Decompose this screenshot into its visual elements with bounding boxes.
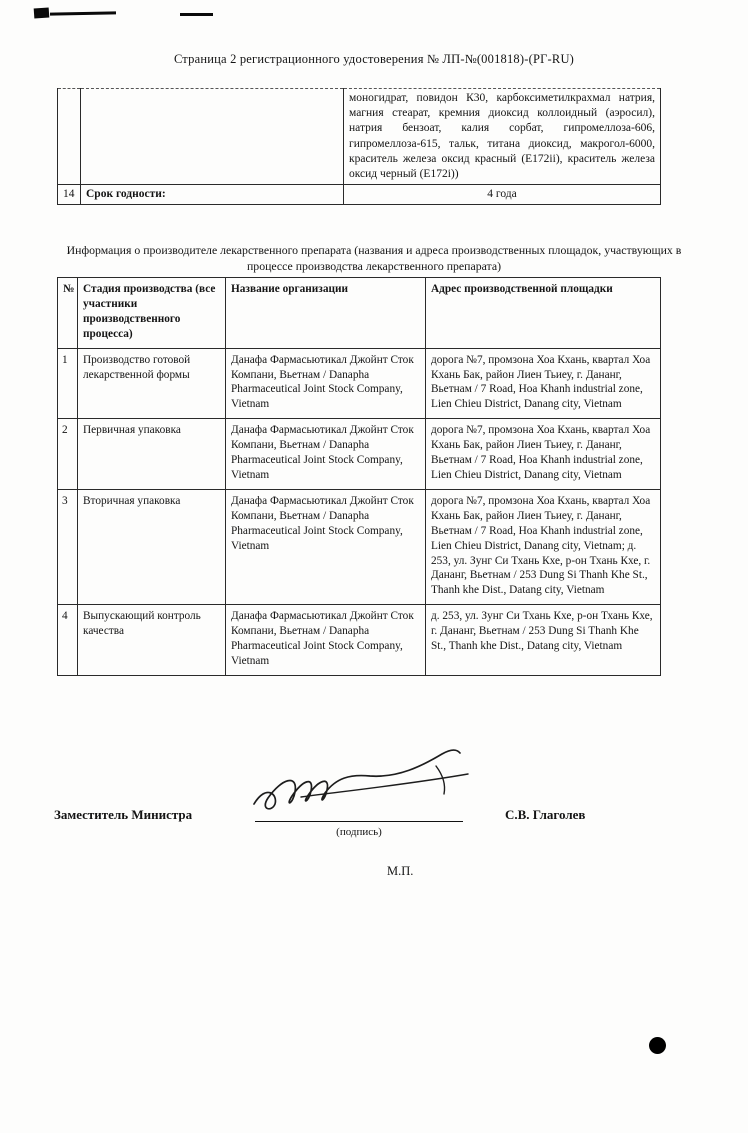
punch-hole-mark [649, 1037, 666, 1054]
page-header: Страница 2 регистрационного удостоверения № ЛП-№(001818)-(РГ-RU) [173, 52, 575, 66]
producers-table [57, 277, 661, 676]
scan-artifact [34, 7, 50, 18]
row-number-cell: 3 [58, 489, 78, 604]
table-row [58, 605, 661, 676]
table-row [58, 89, 661, 185]
stage-cell: Производство готовой лекарственной формы [78, 348, 226, 419]
address-cell: дорога №7, промзона Хоа Кхань, квартал Хоа Кхань Бак, район Лиен Тьиеу, г. Дананг, Вьетнам / 7 Road, Hoa Khanh industrial zone, Lien Chieu District, Danang city, Vietnam; д. 253, ул. Зунг Си Тхань Кхе, р-он Тхань Кхе, г. Дананг, Вьетнам / 253 Dung Si Thanh Khe St., Thanh khe Dist., Datang city, Vietnam [426, 489, 661, 604]
row-number-cell: 14 [58, 185, 81, 205]
organization-cell: Данафа Фармасьютикал Джойнт Сток Компани, Вьетнам / Danapha Pharmaceutical Joint Stock Company, Vietnam [226, 605, 426, 676]
row-number-cell: 2 [58, 419, 78, 490]
signature-line [255, 821, 463, 822]
address-cell: д. 253, ул. Зунг Си Тхань Кхе, р-он Тхань Кхе, г. Дананг, Вьетнам / 253 Dung Si Thanh Khe St., Thanh khe Dist., Datang city, Vietnam [426, 605, 661, 676]
col-header-number: № [58, 278, 78, 349]
seal-placeholder: М.П. [387, 864, 414, 878]
manufacturer-info-title: Информация о производителе лекарственного препарата (названия и адреса производственных площадок, участвующих в процессе производства лекарственного препарата) [66, 243, 682, 273]
shelf-life-label: Срок годности: [81, 185, 344, 205]
table-row [58, 185, 661, 205]
table-header-row [58, 278, 661, 349]
signatory-role: Заместитель Министра [54, 807, 193, 822]
stage-cell: Выпускающий контроль качества [78, 605, 226, 676]
col-header-organization: Название организации [226, 278, 426, 349]
empty-cell [58, 89, 81, 185]
shelf-life-value: 4 года [344, 185, 661, 205]
top-table [57, 88, 661, 205]
table-row [58, 348, 661, 419]
signature-caption: (подпись) [336, 826, 382, 838]
composition-continuation-cell: моногидрат, повидон К30, карбоксиметилкрахмал натрия, магния стеарат, кремния диоксид коллоидный (аэросил), натрия бензоат, калия сорбат, гипромеллоза-606, гипромеллоза-615, тальк, титана диоксид, макрогол-6000, краситель железа оксид красный (Е172ii), краситель железа оксид черный (Е172i)) [344, 89, 661, 185]
address-cell: дорога №7, промзона Хоа Кхань, квартал Хоа Кхань Бак, район Лиен Тьиеу, г. Дананг, Вьетнам / 7 Road, Hoa Khanh industrial zone, Lien Chieu District, Danang city, Vietnam [426, 419, 661, 490]
row-number-cell: 1 [58, 348, 78, 419]
stage-cell: Первичная упаковка [78, 419, 226, 490]
col-header-address: Адрес производственной площадки [426, 278, 661, 349]
handwritten-signature [246, 744, 476, 822]
table-row [58, 419, 661, 490]
signatory-name: С.В. Глаголев [505, 807, 586, 822]
organization-cell: Данафа Фармасьютикал Джойнт Сток Компани, Вьетнам / Danapha Pharmaceutical Joint Stock Company, Vietnam [226, 348, 426, 419]
row-number-cell: 4 [58, 605, 78, 676]
organization-cell: Данафа Фармасьютикал Джойнт Сток Компани, Вьетнам / Danapha Pharmaceutical Joint Stock Company, Vietnam [226, 489, 426, 604]
stage-cell: Вторичная упаковка [78, 489, 226, 604]
scan-artifact [50, 11, 116, 15]
address-cell: дорога №7, промзона Хоа Кхань, квартал Хоа Кхань Бак, район Лиен Тьиеу, г. Дананг, Вьетнам / 7 Road, Hoa Khanh industrial zone, Lien Chieu District, Danang city, Vietnam [426, 348, 661, 419]
table-row [58, 489, 661, 604]
scan-artifact [180, 13, 213, 16]
empty-cell [81, 89, 344, 185]
col-header-stage: Стадия производства (все участники производственного процесса) [78, 278, 226, 349]
organization-cell: Данафа Фармасьютикал Джойнт Сток Компани, Вьетнам / Danapha Pharmaceutical Joint Stock Company, Vietnam [226, 419, 426, 490]
